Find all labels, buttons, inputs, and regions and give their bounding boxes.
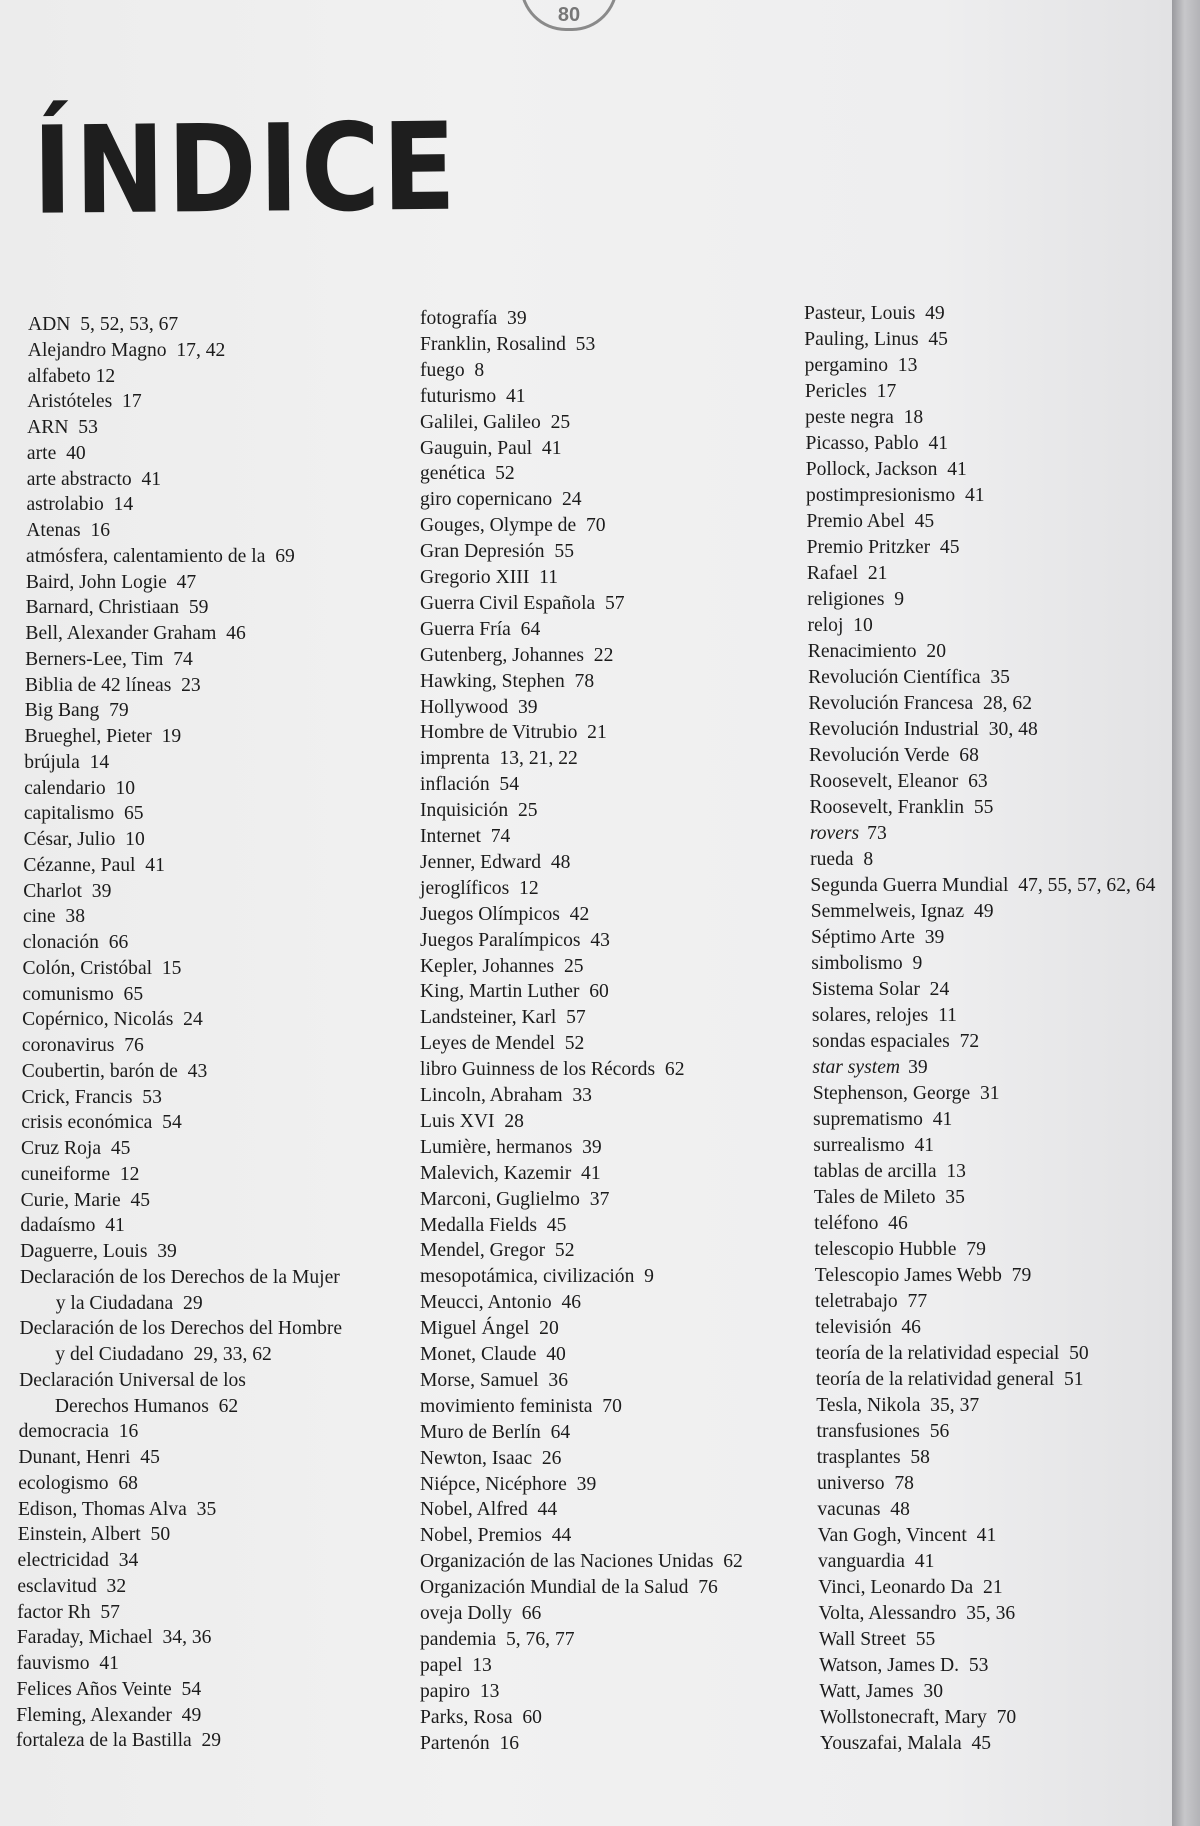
index-entry: y del Ciudadano 29, 33, 62 — [55, 1344, 272, 1365]
index-entry: ADN 5, 52, 53, 67 — [28, 314, 179, 335]
index-entry: Revolución Científica 35 — [808, 667, 1010, 688]
index-entry: Cézanne, Paul 41 — [23, 854, 165, 876]
index-entry: tablas de arcilla 13 — [813, 1161, 966, 1182]
index-entry: Medalla Fields 45 — [420, 1214, 567, 1236]
index-entry: giro copernicano 24 — [420, 489, 582, 511]
index-entry: Pericles 17 — [804, 381, 897, 402]
index-entry: Curie, Marie 45 — [20, 1189, 151, 1211]
index-entry: Declaración de los Derechos de la Mujer — [19, 1266, 340, 1288]
page-number-badge — [520, 0, 618, 31]
index-entry: Alejandro Magno 17, 42 — [27, 339, 226, 361]
index-entry: papiro 13 — [420, 1680, 500, 1702]
index-entry: Mendel, Gregor 52 — [420, 1240, 575, 1262]
index-entry: inflación 54 — [420, 774, 520, 796]
index-entry: Kepler, Johannes 25 — [420, 955, 584, 977]
index-entry: Luis XVI 28 — [420, 1110, 524, 1132]
index-entry: vacunas 48 — [817, 1499, 910, 1520]
index-entry: Meucci, Antonio 46 — [420, 1292, 582, 1314]
index-entry: Gran Depresión 55 — [420, 541, 574, 563]
index-entry: Baird, John Logie 47 — [25, 571, 197, 593]
index-entry: Big Bang 79 — [24, 700, 129, 722]
index-title: ÍNDICE — [31, 97, 459, 242]
index-entry: Wall Street 55 — [818, 1629, 936, 1650]
index-entry: Charlot 39 — [23, 880, 112, 902]
index-entry: Parks, Rosa 60 — [420, 1706, 542, 1728]
index-entry: Derechos Humanos 62 — [54, 1395, 239, 1417]
index-entry: Gouges, Olympe de 70 — [420, 515, 606, 537]
index-entry: peste negra 18 — [805, 407, 924, 428]
index-entry: Partenón 16 — [420, 1732, 520, 1754]
index-entry: Atenas 16 — [26, 520, 111, 541]
index-entry: astrolabio 14 — [26, 494, 134, 516]
index-entry: Marconi, Guglielmo 37 — [420, 1188, 610, 1210]
index-entry: Premio Pritzker 45 — [806, 537, 960, 558]
index-entry: Pauling, Linus 45 — [804, 329, 948, 350]
index-entry: Lumière, hermanos 39 — [420, 1136, 602, 1158]
index-entry: Van Gogh, Vincent 41 — [817, 1525, 997, 1546]
index-entry: Cruz Roja 45 — [21, 1138, 131, 1159]
index-entry: Telescopio James Webb 79 — [814, 1265, 1032, 1286]
index-entry: Sistema Solar 24 — [811, 979, 950, 1000]
index-entry: Monet, Claude 40 — [420, 1344, 566, 1365]
index-entry: Colón, Cristóbal 15 — [22, 957, 182, 979]
index-entry: Guerra Civil Española 57 — [420, 592, 625, 614]
index-entry: alfabeto 12 — [27, 365, 116, 387]
index-entry: movimiento feminista 70 — [420, 1395, 622, 1417]
index-entry: Bell, Alexander Graham 46 — [25, 623, 246, 644]
index-entry: Watson, James D. 53 — [819, 1655, 989, 1676]
index-entry: reloj 10 — [807, 615, 873, 636]
index-entry: Pollock, Jackson 41 — [805, 459, 967, 480]
index-entry: teletrabajo 77 — [815, 1291, 928, 1312]
index-entry: Roosevelt, Franklin 55 — [809, 797, 994, 818]
index-entry: fauvismo 41 — [16, 1653, 119, 1674]
index-entry: Hombre de Vitrubio 21 — [420, 722, 607, 744]
index-entry: ARN 53 — [27, 417, 98, 438]
index-entry: Biblia de 42 líneas 23 — [24, 674, 201, 696]
index-entry: oveja Dolly 66 — [420, 1603, 542, 1624]
index-entry: televisión 46 — [815, 1317, 921, 1338]
index-entry-term: rovers — [809, 823, 860, 844]
index-entry: genética 52 — [420, 463, 515, 485]
index-entry: transfusiones 56 — [816, 1421, 950, 1442]
index-entry: cine 38 — [22, 906, 86, 928]
index-entry: Hawking, Stephen 78 — [420, 670, 595, 692]
index-entry: comunismo 65 — [22, 983, 144, 1005]
index-entry: cuneiforme 12 — [20, 1163, 140, 1185]
index-entry: universo 78 — [817, 1473, 914, 1494]
index-entry: Galilei, Galileo 25 — [420, 411, 571, 433]
index-entry: Malevich, Kazemir 41 — [420, 1162, 601, 1184]
index-entry: Roosevelt, Eleanor 63 — [809, 771, 988, 792]
index-entry: Youszafai, Malala 45 — [820, 1733, 992, 1754]
index-entry: Stephenson, George 31 — [812, 1083, 1000, 1104]
index-entry: imprenta 13, 21, 22 — [420, 748, 578, 770]
index-entry: Franklin, Rosalind 53 — [420, 333, 596, 355]
index-entry: suprematismo 41 — [813, 1109, 953, 1130]
index-entry: Watt, James 30 — [819, 1681, 943, 1702]
index-entry: teoría de la relatividad general 51 — [815, 1369, 1084, 1390]
index-entry: electricidad 34 — [17, 1550, 139, 1571]
index-entry: Hollywood 39 — [420, 696, 538, 718]
index-entry: esclavitud 32 — [17, 1575, 127, 1597]
index-entry: Juegos Paralímpicos 43 — [420, 929, 610, 951]
index-entry: Copérnico, Nicolás 24 — [22, 1009, 203, 1031]
index-entry: Landsteiner, Karl 57 — [420, 1007, 586, 1029]
index-entry-pages: 39 — [908, 1057, 928, 1078]
index-entry: crisis económica 54 — [21, 1112, 182, 1134]
index-entry: Segunda Guerra Mundial 47, 55, 57, 62, 64 — [810, 875, 1156, 896]
index-entry: rueda 8 — [810, 849, 874, 870]
index-entry: Organización de las Naciones Unidas 62 — [420, 1551, 743, 1573]
page-edge — [1172, 0, 1200, 1826]
index-entry: Nobel, Alfred 44 — [420, 1499, 558, 1521]
index-entry: Einstein, Albert 50 — [17, 1524, 171, 1546]
index-entry: Barnard, Christiaan 59 — [25, 597, 209, 619]
index-entry: Leyes de Mendel 52 — [420, 1033, 585, 1055]
index-entry: religiones 9 — [807, 589, 905, 610]
index-entry: Organización Mundial de la Salud 76 — [420, 1577, 718, 1599]
index-entry: arte abstracto 41 — [26, 468, 162, 490]
index-entry: Revolución Industrial 30, 48 — [808, 719, 1038, 740]
index-entry — [810, 822, 887, 846]
index-entry: Miguel Ángel 20 — [420, 1318, 559, 1340]
index-entry: Morse, Samuel 36 — [420, 1369, 569, 1391]
index-entry: Lincoln, Abraham 33 — [420, 1085, 592, 1106]
index-entry: Gregorio XIII 11 — [420, 567, 559, 588]
index-entry: Premio Abel 45 — [806, 511, 935, 532]
index-entry: libro Guinness de los Récords 62 — [420, 1059, 685, 1081]
index-entry: telescopio Hubble 79 — [814, 1239, 986, 1260]
index-entry: coronavirus 76 — [21, 1035, 144, 1056]
index-entry: ecologismo 68 — [18, 1472, 138, 1494]
index-entry: Pasteur, Louis 49 — [804, 303, 945, 324]
index-entry: trasplantes 58 — [816, 1447, 930, 1468]
index-entry: Revolución Verde 68 — [808, 745, 979, 766]
index-entry: pergamino 13 — [804, 355, 918, 376]
index-entry: Jenner, Edward 48 — [420, 851, 571, 873]
index-entry: Vinci, Leonardo Da 21 — [818, 1577, 1003, 1598]
index-entry: Declaración Universal de los — [19, 1369, 246, 1391]
index-entry: factor Rh 57 — [17, 1601, 120, 1623]
index-entry: Newton, Isaac 26 — [420, 1447, 562, 1469]
index-entry: Juegos Olímpicos 42 — [420, 903, 590, 925]
index-entry: Tales de Mileto 35 — [813, 1187, 965, 1208]
index-entry: brújula 14 — [24, 751, 110, 773]
index-entry: Edison, Thomas Alva 35 — [17, 1498, 217, 1520]
index-entry: Niépce, Nicéphore 39 — [420, 1473, 597, 1495]
index-entry: postimpresionismo 41 — [806, 485, 985, 506]
index-entry: futurismo 41 — [420, 385, 526, 407]
index-entry: papel 13 — [420, 1654, 492, 1676]
index-entry: King, Martin Luther 60 — [420, 981, 609, 1003]
index-entry: Berners-Lee, Tim 74 — [25, 648, 193, 670]
index-entry-term: star system — [812, 1057, 901, 1078]
index-entry: Séptimo Arte 39 — [810, 927, 945, 948]
index-entry: simbolismo 9 — [811, 953, 923, 974]
index-entry: Brueghel, Pieter 19 — [24, 726, 182, 747]
page-number: 80 — [557, 4, 581, 26]
index-entry: Coubertin, barón de 43 — [21, 1060, 208, 1082]
index-entry: Fleming, Alexander 49 — [16, 1704, 202, 1726]
index-entry: Faraday, Michael 34, 36 — [16, 1627, 212, 1649]
index-entry: dadaísmo 41 — [20, 1215, 125, 1237]
index-entry: solares, relojes 11 — [811, 1005, 957, 1026]
index-entry: fortaleza de la Bastilla 29 — [16, 1730, 222, 1752]
index-entry: Internet 74 — [420, 826, 511, 847]
index-entry: vanguardia 41 — [817, 1551, 935, 1572]
index-entry: fuego 8 — [420, 359, 485, 381]
index-entry: y la Ciudadana 29 — [55, 1292, 203, 1314]
index-entry: pandemia 5, 76, 77 — [420, 1628, 575, 1650]
index-entry: Muro de Berlín 64 — [420, 1421, 571, 1443]
index-entry: Tesla, Nikola 35, 37 — [816, 1395, 980, 1416]
index-entry: Rafael 21 — [806, 563, 888, 584]
index-entry: Wollstonecraft, Mary 70 — [819, 1707, 1017, 1728]
index-entry: democracia 16 — [18, 1421, 139, 1443]
index-entry: Picasso, Pablo 41 — [805, 433, 949, 454]
index-entry: teléfono 46 — [814, 1213, 908, 1234]
index-entry: atmósfera, calentamiento de la 69 — [26, 545, 295, 567]
index-entry: fotografía 39 — [420, 308, 527, 329]
index-entry: jeroglíficos 12 — [420, 877, 539, 899]
index-entry: Renacimiento 20 — [807, 641, 946, 662]
index-entry: surrealismo 41 — [813, 1135, 935, 1156]
index-entry: Nobel, Premios 44 — [420, 1525, 572, 1547]
index-entry: Gutenberg, Johannes 22 — [420, 644, 614, 666]
index-entry: Daguerre, Louis 39 — [20, 1241, 177, 1262]
index-entry: Crick, Francis 53 — [21, 1086, 162, 1108]
index-entry: Semmelweis, Ignaz 49 — [810, 901, 994, 922]
index-entry: Declaración de los Derechos del Hombre — [19, 1318, 343, 1340]
index-entry: arte 40 — [26, 442, 86, 464]
index-entry: Gauguin, Paul 41 — [420, 437, 562, 459]
index-entry: mesopotámica, civilización 9 — [420, 1266, 654, 1288]
index-entry: calendario 10 — [24, 777, 136, 799]
index-entry: César, Julio 10 — [23, 829, 145, 850]
index-entry: clonación 66 — [22, 932, 129, 953]
index-entry: Guerra Fría 64 — [420, 618, 541, 640]
index-entry: capitalismo 65 — [23, 803, 144, 825]
index-entry: Felices Años Veinte 54 — [16, 1678, 202, 1700]
index-entry-pages: 73 — [867, 823, 887, 844]
index-entry: Volta, Alessandro 35, 36 — [818, 1603, 1016, 1624]
index-entry: Revolución Francesa 28, 62 — [808, 693, 1033, 714]
index-entry: teoría de la relatividad especial 50 — [815, 1343, 1089, 1364]
index-entry: Inquisición 25 — [420, 800, 538, 822]
index-entry: sondas espaciales 72 — [812, 1031, 980, 1052]
index-entry: Aristóteles 17 — [27, 391, 142, 413]
index-entry — [812, 1056, 927, 1080]
index-entry: Dunant, Henri 45 — [18, 1447, 160, 1468]
